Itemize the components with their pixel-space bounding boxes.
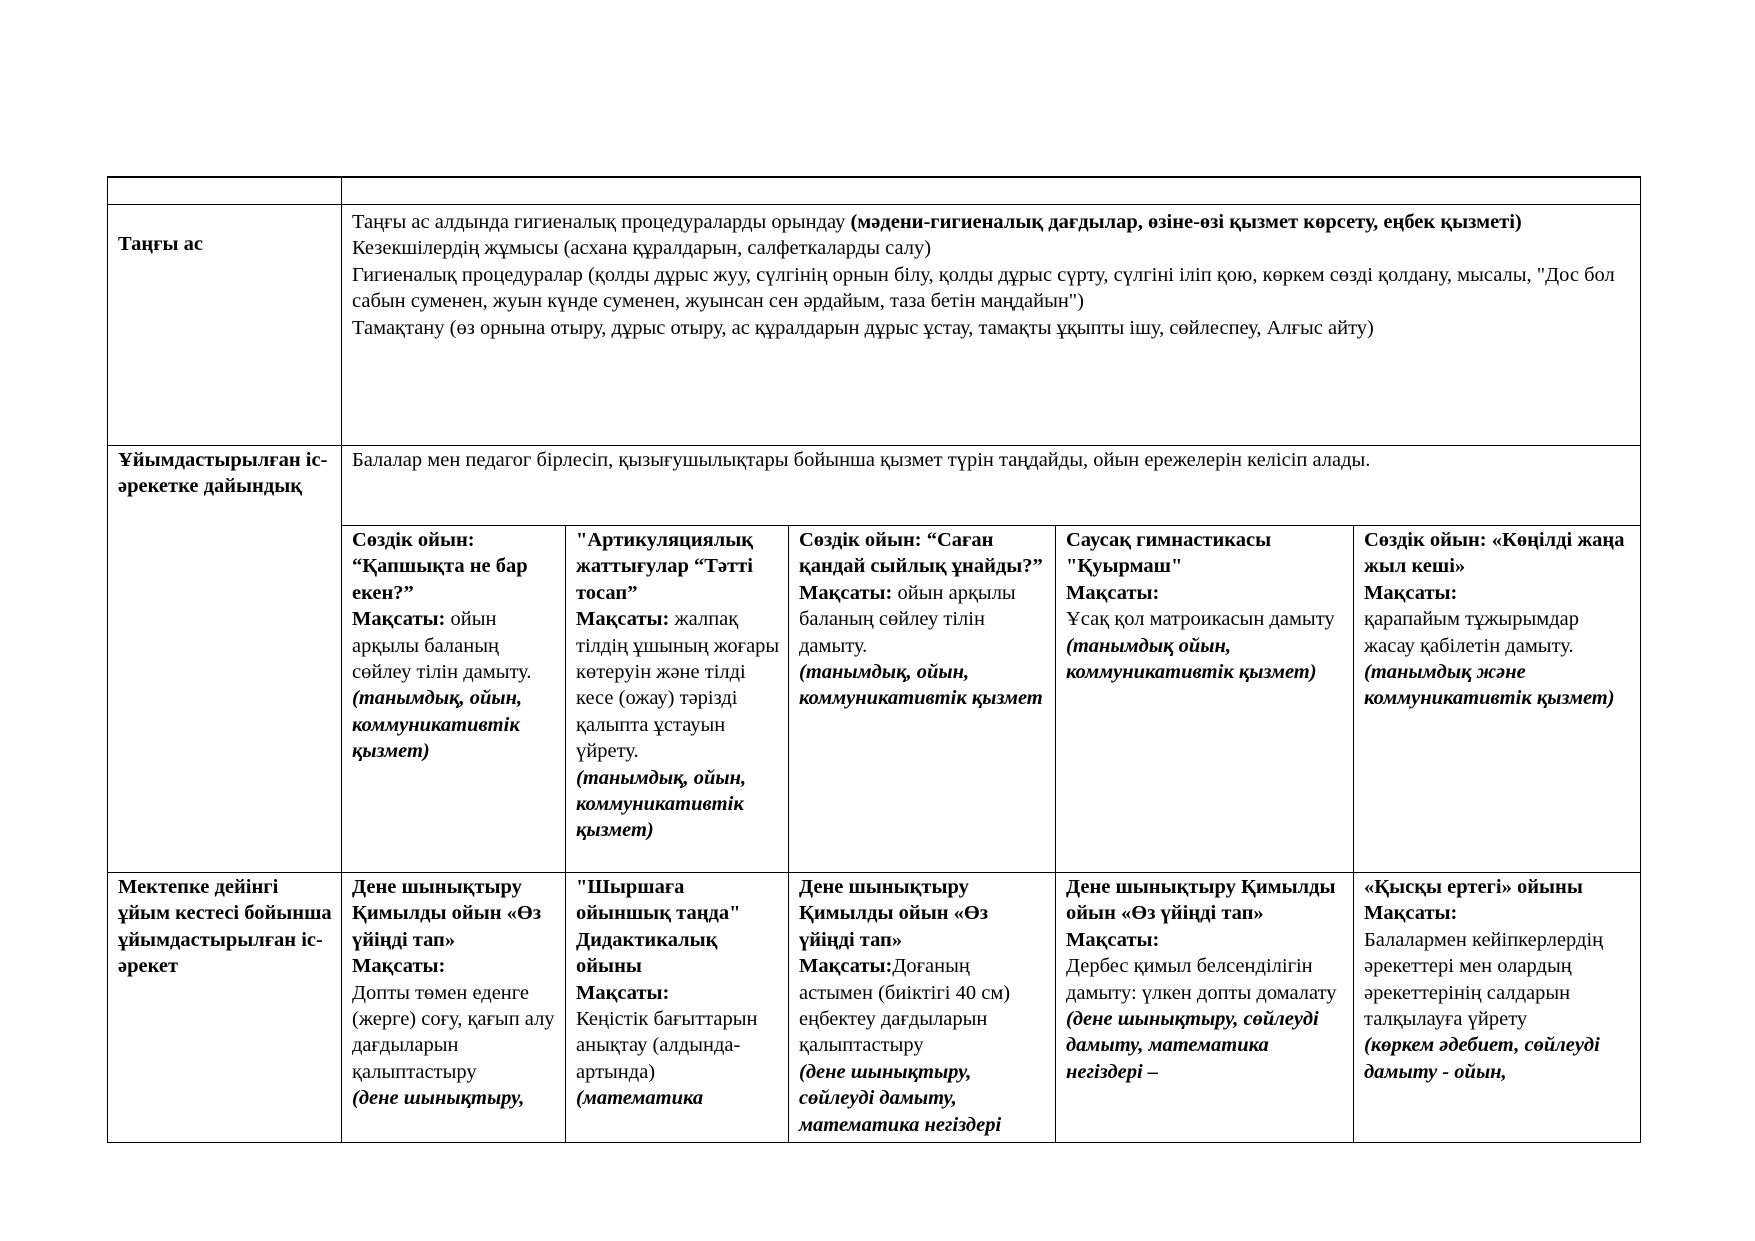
breakfast-line: Гигиеналық процедуралар (қолды дұрыс жуу, сүлгінің орнын білу, қолды дұрыс сүрту, сүлгіні іліп қою, көркем сөзді қолдану, мысалы, "Дос бол сабын суменен, жуын күнде суменен, жуынсан сен әрдайым, таза бетін маңдайын")	[352, 263, 1615, 313]
activity-areas: (танымдық, ойын, коммуникативтік қызмет)	[576, 766, 747, 842]
activity-areas: (дене шынықтыру,	[352, 1087, 525, 1110]
breakfast-line-text: Таңғы ас алдында гигиеналық процедураларды орындау	[352, 211, 851, 233]
activity-areas: (танымдық ойын, коммуникативтік қызмет)	[1066, 634, 1317, 684]
goal-label: Мақсаты:	[576, 981, 670, 1004]
activity-title: Сөздік ойын: «Көңілді жаңа жыл кеші»	[1364, 529, 1625, 578]
activity-areas: (дене шынықтыру, сөйлеуді дамыту, математика негіздері	[799, 1060, 1002, 1136]
goal-text: қарапайым тұжырымдар жасау қабілетін дамыту.	[1364, 608, 1579, 657]
goal-label: Мақсаты:	[1364, 581, 1458, 604]
breakfast-line: Кезекшілердің жұмысы (асхана құралдарын, салфеткаларды салу)	[352, 237, 932, 260]
table-row-prep	[108, 446, 1641, 526]
table-row-organized	[108, 873, 1641, 1143]
organized-activity-cell	[566, 873, 789, 1143]
breakfast-line-bold: (мәдени-гигиеналық дағдылар, өзіне-өзі қызмет көрсету, еңбек қызметі)	[850, 211, 1522, 233]
organized-activity-cell	[1056, 873, 1354, 1143]
activity-title: "Шыршаға ойыншық таңда" Дидактикалық ойыны	[576, 876, 741, 978]
prep-activity-cell	[789, 526, 1056, 873]
goal-label: Мақсаты:	[799, 955, 893, 978]
goal-label: Мақсаты:	[352, 608, 446, 631]
goal-label: Мақсаты:	[799, 581, 893, 604]
organized-activity-cell	[789, 873, 1056, 1143]
activity-title: Сөздік ойын: “Қапшықта не бар екен?”	[352, 529, 528, 604]
goal-text: жалпақ тілдің ұшының жоғары көтеруін және тілді кесе (ожау) тәрізді қалыпта ұстауын үйрету.	[576, 608, 780, 763]
prep-activity-cell	[566, 526, 789, 873]
goal-text: Допты төмен еденге (жерге) соғу, қағып алу дағдыларын қалыптастыру	[352, 981, 555, 1083]
prep-intro: Балалар мен педагог бірлесіп, қызығушылықтары бойынша қызмет түрін таңдайды, ойын ережелерін келісіп алады.	[342, 446, 1641, 526]
activity-areas: (танымдық, ойын, коммуникативтік қызмет)	[352, 687, 523, 763]
prep-activity-cell	[1354, 526, 1641, 873]
activity-title: Дене шынықтыру Қимылды ойын «Өз үйіңді тап»	[1066, 876, 1336, 925]
empty-cell	[108, 177, 342, 205]
goal-text: Ұсақ қол матроикасын дамыту	[1066, 608, 1335, 631]
activity-areas: (танымдық, ойын, коммуникативтік қызмет	[799, 661, 1043, 710]
prep-activity-cell	[1056, 526, 1354, 873]
organized-activity-cell	[342, 873, 566, 1143]
goal-label: Мақсаты:	[1364, 902, 1458, 925]
activity-title: Саусақ гимнастикасы "Қуырмаш"	[1066, 529, 1272, 578]
breakfast-content	[342, 205, 1641, 446]
row-label-organized: Мектепке дейінгі ұйым кестесі бойынша ұйымдастырылған іс-әрекет	[108, 873, 342, 1143]
goal-label: Мақсаты:	[576, 608, 670, 631]
goal-text: ойын арқылы баланың сөйлеу тілін дамыту.	[352, 608, 532, 684]
breakfast-line	[352, 209, 1632, 235]
goal-label: Мақсаты:	[1066, 581, 1160, 604]
table-row-breakfast	[108, 205, 1641, 446]
row-label-prep: Ұйымдастырылған іс-әрекетке дайындық	[108, 446, 342, 873]
goal-label: Мақсаты:	[1066, 928, 1160, 951]
activity-title: "Артикуляциялық жаттығулар “Тәтті тосап”	[576, 529, 754, 604]
activity-areas: (көркем әдебиет, сөйлеуді дамыту - ойын,	[1364, 1034, 1600, 1083]
goal-label: Мақсаты:	[352, 955, 446, 978]
goal-text: Доғаның астымен (биіктігі 40 см) еңбектеу дағдыларын қалыптастыру	[799, 955, 1011, 1057]
goal-text: Кеңістік бағыттарын анықтау (алдында-артында)	[576, 1008, 758, 1083]
goal-text: Дербес қимыл белсенділігін дамыту: үлкен допты домалату	[1066, 955, 1337, 1004]
empty-cell	[342, 177, 1641, 205]
activity-title: Сөздік ойын: “Саған қандай сыйлық ұнайды?”	[799, 529, 1043, 578]
breakfast-line: Тамақтану (өз орнына отыру, дұрыс отыру, ас құралдарын дұрыс ұстау, тамақты ұқыпты ішу, сөйлеспеу, Алғыс айту)	[352, 316, 1374, 339]
prep-activity-cell	[342, 526, 566, 873]
activity-areas: (дене шынықтыру, сөйлеуді дамыту, математика негіздері –	[1066, 1008, 1319, 1083]
row-label-breakfast: Таңғы ас	[108, 205, 342, 446]
table-header-row	[108, 177, 1641, 205]
organized-activity-cell	[1354, 873, 1641, 1143]
activity-areas: (математика	[576, 1087, 704, 1110]
activity-title: «Қысқы ертегі» ойыны	[1364, 876, 1583, 898]
activity-title: Дене шынықтыру Қимылды ойын «Өз үйіңді тап»	[799, 876, 989, 951]
activity-areas: (танымдық және коммуникативтік қызмет)	[1364, 661, 1615, 710]
daily-plan-table	[107, 176, 1641, 1143]
goal-text: Балалармен кейіпкерлердің әрекеттері мен олардың әрекеттерінің салдарын талқылауға үйрету	[1364, 928, 1604, 1031]
goal-text: ойын арқылы баланың сөйлеу тілін дамыту.	[799, 581, 1016, 657]
activity-title: Дене шынықтыру Қимылды ойын «Өз үйіңді тап»	[352, 876, 542, 951]
